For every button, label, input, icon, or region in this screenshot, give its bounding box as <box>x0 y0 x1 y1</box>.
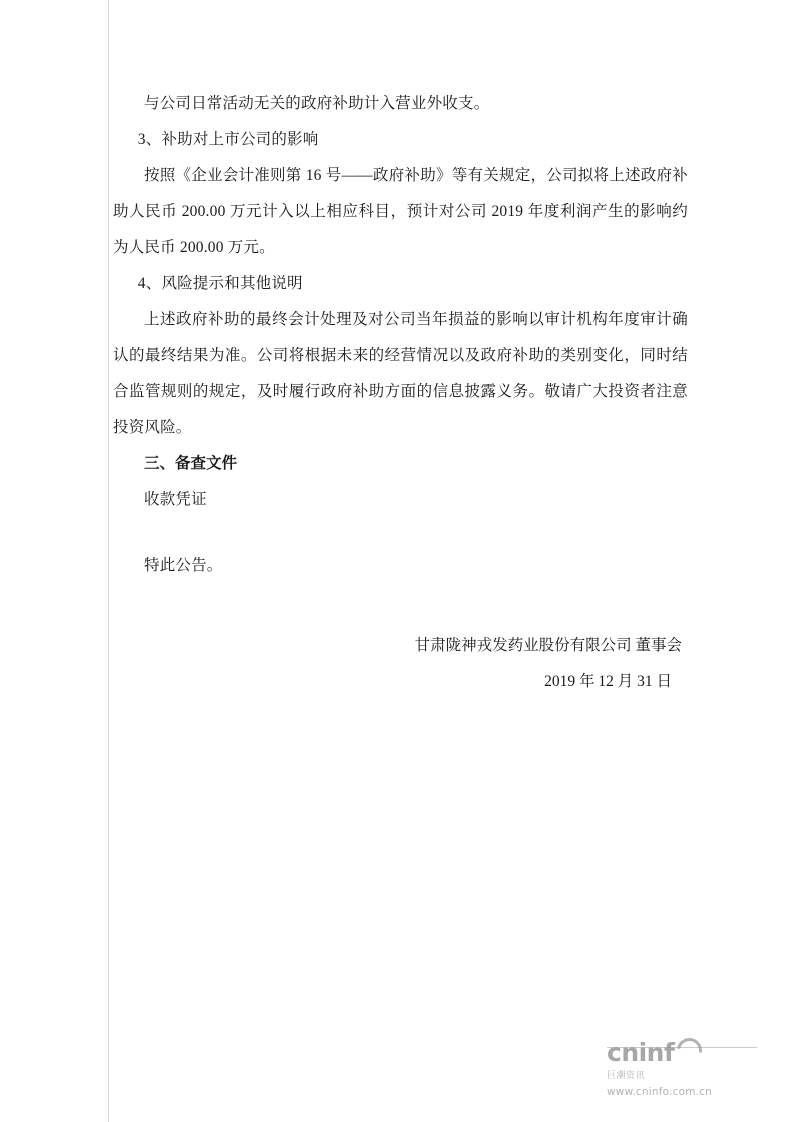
section-item-receipt-voucher: 收款凭证 <box>144 491 207 508</box>
paragraph-closing-announcement: 特此公告。 <box>144 557 223 574</box>
paragraph-accounting-standard: 按照《企业会计准则第 16 号——政府补助》等有关规定，公司拟将上述政府补助人民币 200.00 万元计入以上相应科目，预计对公司 2019 年度利润产生的影响约为人民币 200.00 万元。 <box>113 167 688 256</box>
signature-block <box>113 628 688 700</box>
cninfo-logo-subtitle: 巨潮资讯 <box>607 1071 646 1081</box>
cninfo-logo <box>607 1038 757 1065</box>
paragraph-item-3-heading: 3、补助对上市公司的影响 <box>137 131 319 148</box>
cninfo-watermark <box>607 1038 757 1098</box>
cninfo-logo-text: cninf <box>607 1038 675 1067</box>
section-heading-reference-documents: 三、备查文件 <box>144 455 238 472</box>
page-margin-rule <box>108 0 109 1122</box>
signature-company: 甘肃陇神戎发药业股份有限公司 董事会 <box>414 637 682 654</box>
swoosh-icon <box>672 1033 707 1068</box>
signature-date: 2019 年 12 月 31 日 <box>544 673 672 690</box>
paragraph-gov-subsidy-nonoperating: 与公司日常活动无关的政府补助计入营业外收支。 <box>144 95 490 112</box>
paragraph-risk-notice: 上述政府补助的最终会计处理及对公司当年损益的影响以审计机构年度审计确认的最终结果为准。公司将根据未来的经营情况以及政府补助的类别变化，同时结合监管规则的规定，及时履行政府补助方面的信息披露义务。敬请广大投资者注意投资风险。 <box>113 311 688 436</box>
document-body <box>113 86 688 700</box>
cninfo-url: www.cninfo.com.cn <box>607 1086 713 1098</box>
paragraph-item-4-heading: 4、风险提示和其他说明 <box>137 275 303 292</box>
paragraph-spacer <box>113 518 688 548</box>
